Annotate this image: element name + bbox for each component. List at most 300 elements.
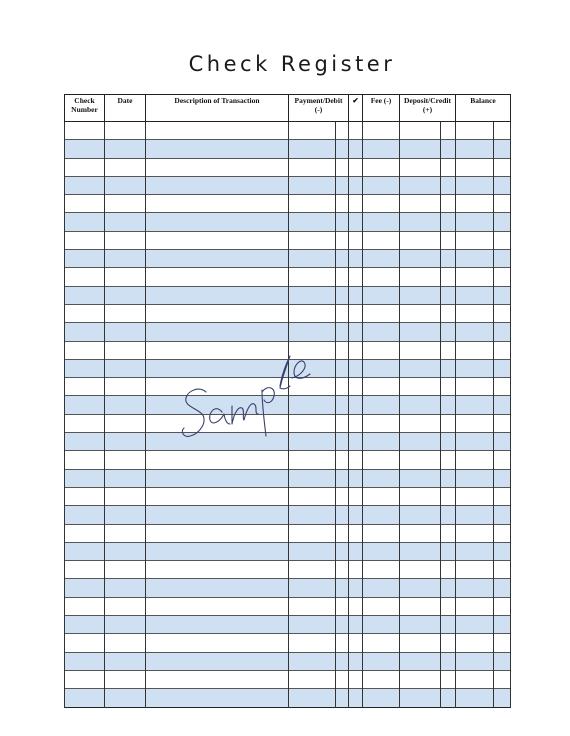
table-row: [65, 140, 511, 158]
cell-deposit-credit: [400, 140, 441, 158]
table-row: [65, 396, 511, 414]
cell-payment-debit: [289, 506, 336, 524]
cell-payment-debit: [289, 268, 336, 286]
cell-deposit-credit: [400, 451, 441, 469]
cell-description: [146, 176, 289, 194]
cell-balance-cents: [494, 231, 511, 249]
cell-date: [105, 451, 146, 469]
cell-balance-cents: [494, 286, 511, 304]
table-row: [65, 506, 511, 524]
cell-check-number: [65, 359, 105, 377]
cell-deposit-credit: [400, 469, 441, 487]
cell-deposit-credit: [400, 524, 441, 542]
cell-deposit-credit: [400, 652, 441, 670]
cell-fee: [363, 122, 400, 140]
cell-balance-cents: [494, 195, 511, 213]
table-row: [65, 451, 511, 469]
cell-deposit-cents: [441, 341, 456, 359]
cell-deposit-cents: [441, 506, 456, 524]
cell-balance: [456, 195, 494, 213]
cell-deposit-credit: [400, 286, 441, 304]
cell-deposit-cents: [441, 304, 456, 322]
cell-balance: [456, 414, 494, 432]
cell-payment-cents: [336, 323, 349, 341]
cell-check-mark: [349, 286, 363, 304]
cell-balance-cents: [494, 597, 511, 615]
cell-deposit-cents: [441, 634, 456, 652]
cell-check-number: [65, 597, 105, 615]
cell-balance: [456, 597, 494, 615]
cell-fee: [363, 597, 400, 615]
cell-description: [146, 250, 289, 268]
cell-check-number: [65, 396, 105, 414]
cell-description: [146, 433, 289, 451]
cell-fee: [363, 652, 400, 670]
cell-check-mark: [349, 250, 363, 268]
cell-date: [105, 597, 146, 615]
cell-fee: [363, 579, 400, 597]
cell-deposit-credit: [400, 195, 441, 213]
cell-description: [146, 670, 289, 688]
cell-fee: [363, 487, 400, 505]
table-row: [65, 323, 511, 341]
cell-check-mark: [349, 140, 363, 158]
cell-deposit-cents: [441, 176, 456, 194]
cell-deposit-credit: [400, 414, 441, 432]
cell-balance-cents: [494, 250, 511, 268]
cell-balance-cents: [494, 616, 511, 634]
cell-balance-cents: [494, 323, 511, 341]
cell-date: [105, 414, 146, 432]
cell-date: [105, 158, 146, 176]
cell-date: [105, 378, 146, 396]
cell-payment-cents: [336, 231, 349, 249]
table-row: [65, 122, 511, 140]
cell-balance: [456, 213, 494, 231]
table-row: [65, 304, 511, 322]
table-row: [65, 561, 511, 579]
cell-date: [105, 396, 146, 414]
cell-fee: [363, 561, 400, 579]
header-date: Date: [105, 95, 146, 122]
cell-deposit-cents: [441, 195, 456, 213]
cell-description: [146, 506, 289, 524]
cell-description: [146, 542, 289, 560]
cell-payment-cents: [336, 670, 349, 688]
cell-description: [146, 213, 289, 231]
cell-deposit-credit: [400, 597, 441, 615]
cell-description: [146, 195, 289, 213]
cell-payment-debit: [289, 304, 336, 322]
register-body: [65, 122, 511, 708]
cell-check-number: [65, 122, 105, 140]
cell-check-number: [65, 378, 105, 396]
table-row: [65, 250, 511, 268]
cell-description: [146, 634, 289, 652]
cell-description: [146, 140, 289, 158]
cell-deposit-credit: [400, 616, 441, 634]
cell-payment-cents: [336, 506, 349, 524]
cell-balance: [456, 341, 494, 359]
cell-payment-cents: [336, 451, 349, 469]
cell-deposit-credit: [400, 396, 441, 414]
cell-deposit-cents: [441, 469, 456, 487]
table-row: [65, 579, 511, 597]
cell-check-number: [65, 542, 105, 560]
cell-payment-debit: [289, 451, 336, 469]
cell-deposit-cents: [441, 524, 456, 542]
cell-check-mark: [349, 597, 363, 615]
cell-check-number: [65, 414, 105, 432]
cell-balance-cents: [494, 268, 511, 286]
cell-payment-cents: [336, 176, 349, 194]
cell-date: [105, 469, 146, 487]
cell-check-mark: [349, 579, 363, 597]
cell-balance-cents: [494, 213, 511, 231]
cell-date: [105, 561, 146, 579]
cell-check-mark: [349, 378, 363, 396]
cell-date: [105, 689, 146, 707]
cell-balance: [456, 634, 494, 652]
cell-balance-cents: [494, 506, 511, 524]
cell-check-mark: [349, 231, 363, 249]
cell-deposit-credit: [400, 506, 441, 524]
cell-check-number: [65, 304, 105, 322]
cell-check-mark: [349, 195, 363, 213]
cell-date: [105, 213, 146, 231]
cell-fee: [363, 670, 400, 688]
cell-payment-debit: [289, 286, 336, 304]
cell-deposit-cents: [441, 616, 456, 634]
cell-description: [146, 158, 289, 176]
cell-deposit-credit: [400, 433, 441, 451]
cell-payment-debit: [289, 213, 336, 231]
cell-check-number: [65, 561, 105, 579]
cell-check-mark: [349, 433, 363, 451]
cell-date: [105, 268, 146, 286]
cell-payment-debit: [289, 616, 336, 634]
header-check-number: Check Number: [65, 95, 105, 122]
page-title: Check Register: [188, 52, 396, 76]
cell-fee: [363, 542, 400, 560]
cell-payment-cents: [336, 213, 349, 231]
cell-description: [146, 396, 289, 414]
cell-date: [105, 250, 146, 268]
cell-balance-cents: [494, 176, 511, 194]
cell-balance-cents: [494, 670, 511, 688]
cell-payment-debit: [289, 122, 336, 140]
cell-fee: [363, 414, 400, 432]
header-balance: Balance: [456, 95, 511, 122]
cell-deposit-cents: [441, 213, 456, 231]
cell-balance: [456, 378, 494, 396]
cell-check-mark: [349, 268, 363, 286]
cell-deposit-credit: [400, 378, 441, 396]
cell-date: [105, 122, 146, 140]
table-row: [65, 268, 511, 286]
cell-balance-cents: [494, 158, 511, 176]
cell-deposit-credit: [400, 634, 441, 652]
cell-check-number: [65, 524, 105, 542]
table-row: [65, 616, 511, 634]
cell-date: [105, 652, 146, 670]
check-register-table: [64, 94, 511, 708]
cell-date: [105, 195, 146, 213]
cell-check-mark: [349, 122, 363, 140]
cell-deposit-cents: [441, 487, 456, 505]
cell-check-mark: [349, 542, 363, 560]
cell-payment-debit: [289, 561, 336, 579]
table-row: [65, 176, 511, 194]
cell-balance: [456, 487, 494, 505]
cell-balance-cents: [494, 561, 511, 579]
cell-date: [105, 140, 146, 158]
cell-payment-debit: [289, 195, 336, 213]
cell-fee: [363, 323, 400, 341]
table-row: [65, 158, 511, 176]
cell-fee: [363, 433, 400, 451]
cell-balance-cents: [494, 359, 511, 377]
table-row: [65, 634, 511, 652]
cell-check-mark: [349, 396, 363, 414]
cell-payment-debit: [289, 140, 336, 158]
cell-balance: [456, 286, 494, 304]
cell-check-mark: [349, 359, 363, 377]
cell-check-mark: [349, 176, 363, 194]
cell-deposit-credit: [400, 579, 441, 597]
table-row: [65, 652, 511, 670]
table-row: [65, 378, 511, 396]
header-payment-debit: Payment/Debit (-): [289, 95, 349, 122]
cell-balance: [456, 524, 494, 542]
cell-payment-cents: [336, 122, 349, 140]
cell-payment-cents: [336, 689, 349, 707]
cell-check-mark: [349, 506, 363, 524]
cell-balance: [456, 396, 494, 414]
cell-deposit-cents: [441, 286, 456, 304]
cell-description: [146, 341, 289, 359]
header-deposit-credit: Deposit/Credit (+): [400, 95, 456, 122]
cell-balance-cents: [494, 652, 511, 670]
cell-payment-debit: [289, 652, 336, 670]
cell-fee: [363, 451, 400, 469]
cell-description: [146, 378, 289, 396]
cell-check-mark: [349, 652, 363, 670]
cell-check-number: [65, 469, 105, 487]
cell-description: [146, 689, 289, 707]
cell-balance: [456, 122, 494, 140]
cell-payment-debit: [289, 378, 336, 396]
cell-payment-debit: [289, 158, 336, 176]
cell-fee: [363, 268, 400, 286]
cell-check-number: [65, 341, 105, 359]
cell-balance: [456, 689, 494, 707]
table-row: [65, 433, 511, 451]
cell-check-mark: [349, 304, 363, 322]
cell-description: [146, 122, 289, 140]
cell-description: [146, 524, 289, 542]
cell-payment-cents: [336, 487, 349, 505]
header-row: [65, 95, 511, 122]
table-row: [65, 487, 511, 505]
cell-payment-debit: [289, 341, 336, 359]
cell-payment-debit: [289, 542, 336, 560]
cell-fee: [363, 469, 400, 487]
cell-date: [105, 341, 146, 359]
cell-deposit-cents: [441, 542, 456, 560]
cell-deposit-cents: [441, 158, 456, 176]
cell-balance-cents: [494, 487, 511, 505]
cell-date: [105, 506, 146, 524]
cell-description: [146, 616, 289, 634]
cell-deposit-credit: [400, 341, 441, 359]
cell-payment-debit: [289, 579, 336, 597]
cell-fee: [363, 304, 400, 322]
table-row: [65, 359, 511, 377]
cell-deposit-cents: [441, 140, 456, 158]
cell-check-mark: [349, 341, 363, 359]
cell-check-number: [65, 616, 105, 634]
cell-payment-debit: [289, 359, 336, 377]
cell-payment-debit: [289, 689, 336, 707]
cell-description: [146, 597, 289, 615]
header-description: Description of Transaction: [146, 95, 289, 122]
cell-payment-cents: [336, 359, 349, 377]
cell-balance-cents: [494, 689, 511, 707]
header-check-mark: ✔: [349, 95, 363, 122]
cell-deposit-credit: [400, 359, 441, 377]
cell-check-number: [65, 487, 105, 505]
cell-balance: [456, 323, 494, 341]
cell-fee: [363, 396, 400, 414]
cell-payment-cents: [336, 195, 349, 213]
cell-deposit-credit: [400, 670, 441, 688]
cell-description: [146, 231, 289, 249]
cell-fee: [363, 140, 400, 158]
cell-payment-debit: [289, 414, 336, 432]
cell-balance-cents: [494, 378, 511, 396]
cell-deposit-cents: [441, 323, 456, 341]
cell-deposit-cents: [441, 579, 456, 597]
cell-payment-cents: [336, 396, 349, 414]
cell-check-number: [65, 158, 105, 176]
cell-check-mark: [349, 487, 363, 505]
cell-fee: [363, 195, 400, 213]
cell-fee: [363, 378, 400, 396]
cell-payment-cents: [336, 634, 349, 652]
cell-payment-debit: [289, 231, 336, 249]
cell-payment-cents: [336, 341, 349, 359]
cell-check-number: [65, 451, 105, 469]
cell-date: [105, 231, 146, 249]
cell-payment-debit: [289, 250, 336, 268]
cell-description: [146, 323, 289, 341]
cell-description: [146, 359, 289, 377]
cell-balance-cents: [494, 451, 511, 469]
cell-deposit-cents: [441, 231, 456, 249]
cell-balance-cents: [494, 469, 511, 487]
cell-balance: [456, 158, 494, 176]
cell-balance: [456, 268, 494, 286]
cell-payment-cents: [336, 579, 349, 597]
cell-balance: [456, 670, 494, 688]
table-row: [65, 341, 511, 359]
cell-payment-debit: [289, 670, 336, 688]
cell-balance: [456, 250, 494, 268]
cell-deposit-credit: [400, 268, 441, 286]
cell-balance-cents: [494, 542, 511, 560]
cell-fee: [363, 524, 400, 542]
cell-fee: [363, 231, 400, 249]
cell-payment-debit: [289, 396, 336, 414]
cell-check-number: [65, 323, 105, 341]
cell-balance: [456, 542, 494, 560]
cell-check-number: [65, 634, 105, 652]
cell-description: [146, 487, 289, 505]
table-row: [65, 469, 511, 487]
cell-payment-cents: [336, 652, 349, 670]
cell-payment-cents: [336, 140, 349, 158]
cell-payment-debit: [289, 433, 336, 451]
cell-date: [105, 670, 146, 688]
cell-deposit-cents: [441, 378, 456, 396]
table-row: [65, 542, 511, 560]
cell-balance: [456, 140, 494, 158]
cell-fee: [363, 286, 400, 304]
cell-payment-cents: [336, 597, 349, 615]
cell-deposit-cents: [441, 396, 456, 414]
cell-balance-cents: [494, 341, 511, 359]
cell-deposit-credit: [400, 158, 441, 176]
cell-deposit-cents: [441, 122, 456, 140]
cell-payment-cents: [336, 286, 349, 304]
cell-deposit-cents: [441, 250, 456, 268]
cell-check-mark: [349, 158, 363, 176]
cell-deposit-credit: [400, 542, 441, 560]
cell-deposit-cents: [441, 359, 456, 377]
cell-deposit-credit: [400, 122, 441, 140]
cell-fee: [363, 158, 400, 176]
cell-check-mark: [349, 323, 363, 341]
cell-check-number: [65, 670, 105, 688]
cell-payment-debit: [289, 176, 336, 194]
cell-payment-cents: [336, 378, 349, 396]
cell-balance-cents: [494, 433, 511, 451]
cell-payment-debit: [289, 323, 336, 341]
cell-deposit-credit: [400, 304, 441, 322]
cell-payment-debit: [289, 634, 336, 652]
cell-payment-cents: [336, 524, 349, 542]
cell-payment-debit: [289, 469, 336, 487]
cell-check-number: [65, 250, 105, 268]
cell-payment-cents: [336, 304, 349, 322]
cell-check-number: [65, 652, 105, 670]
cell-payment-cents: [336, 616, 349, 634]
cell-balance: [456, 616, 494, 634]
cell-balance-cents: [494, 524, 511, 542]
cell-deposit-credit: [400, 561, 441, 579]
cell-payment-cents: [336, 469, 349, 487]
cell-balance-cents: [494, 140, 511, 158]
cell-check-number: [65, 689, 105, 707]
cell-balance-cents: [494, 579, 511, 597]
cell-balance: [456, 506, 494, 524]
cell-check-mark: [349, 670, 363, 688]
cell-payment-debit: [289, 597, 336, 615]
cell-date: [105, 304, 146, 322]
cell-description: [146, 414, 289, 432]
cell-deposit-cents: [441, 433, 456, 451]
